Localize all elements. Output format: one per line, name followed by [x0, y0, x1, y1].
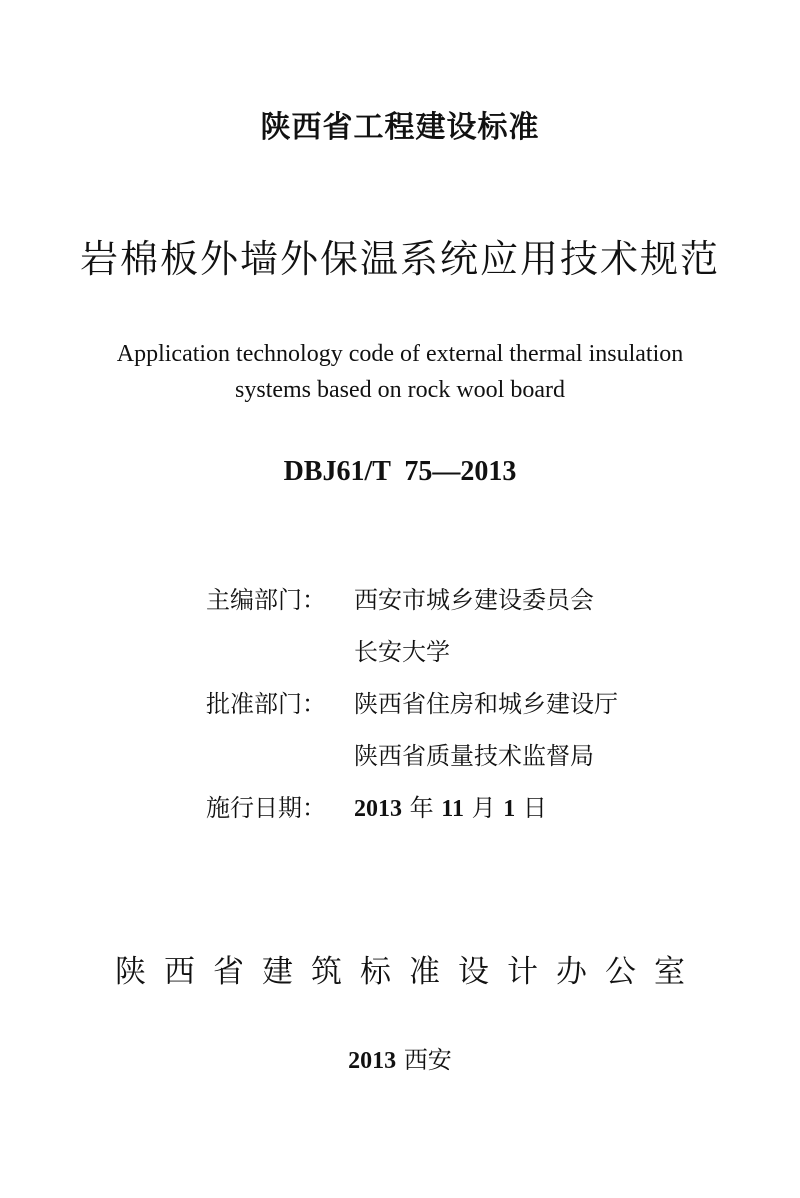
- date-day: 1: [503, 796, 516, 822]
- standard-code: DBJ61/T 75—2013: [283, 456, 517, 487]
- english-title: [0, 336, 800, 408]
- english-title-line-2: systems based on rock wool board: [235, 377, 565, 403]
- chinese-title: 岩棉板外墙外保温系统应用技术规范: [79, 237, 720, 281]
- approver-value-2: 陕西省质量技术监督局: [354, 742, 594, 770]
- english-title-line-1: Application technology code of external thermal insulation: [116, 341, 684, 367]
- approver-row: [206, 684, 766, 728]
- date-year: 2013: [354, 796, 402, 822]
- editor-label-spacer: [206, 632, 354, 676]
- date-month-unit: 月: [463, 794, 504, 822]
- date-month: 11: [441, 796, 464, 822]
- editor-row-2: [206, 632, 766, 676]
- date-day-unit: 日: [515, 794, 547, 822]
- publication-city: 西安: [403, 1046, 452, 1074]
- standard-series-heading: 陕西省工程建设标准: [260, 110, 540, 145]
- effective-date-value: [354, 788, 766, 832]
- date-year-unit: 年: [402, 794, 442, 822]
- publisher-name: 陕西省建筑标准设计办公室: [115, 954, 703, 990]
- publication-place: [0, 1040, 800, 1075]
- approver-row-2: [206, 736, 766, 780]
- approver-label: 批准部门：: [206, 690, 326, 718]
- issuance-info: [206, 580, 766, 840]
- approver-label-spacer: [206, 736, 354, 780]
- editor-value-1: 西安市城乡建设委员会: [354, 586, 594, 614]
- effective-date-row: [206, 788, 766, 832]
- editor-row: [206, 580, 766, 624]
- approver-value-1: 陕西省住房和城乡建设厅: [354, 690, 618, 718]
- editor-label: 主编部门：: [206, 586, 326, 614]
- publication-year: 2013: [348, 1048, 397, 1074]
- effective-date-label: 施行日期：: [206, 794, 326, 822]
- editor-value-2: 长安大学: [354, 638, 450, 666]
